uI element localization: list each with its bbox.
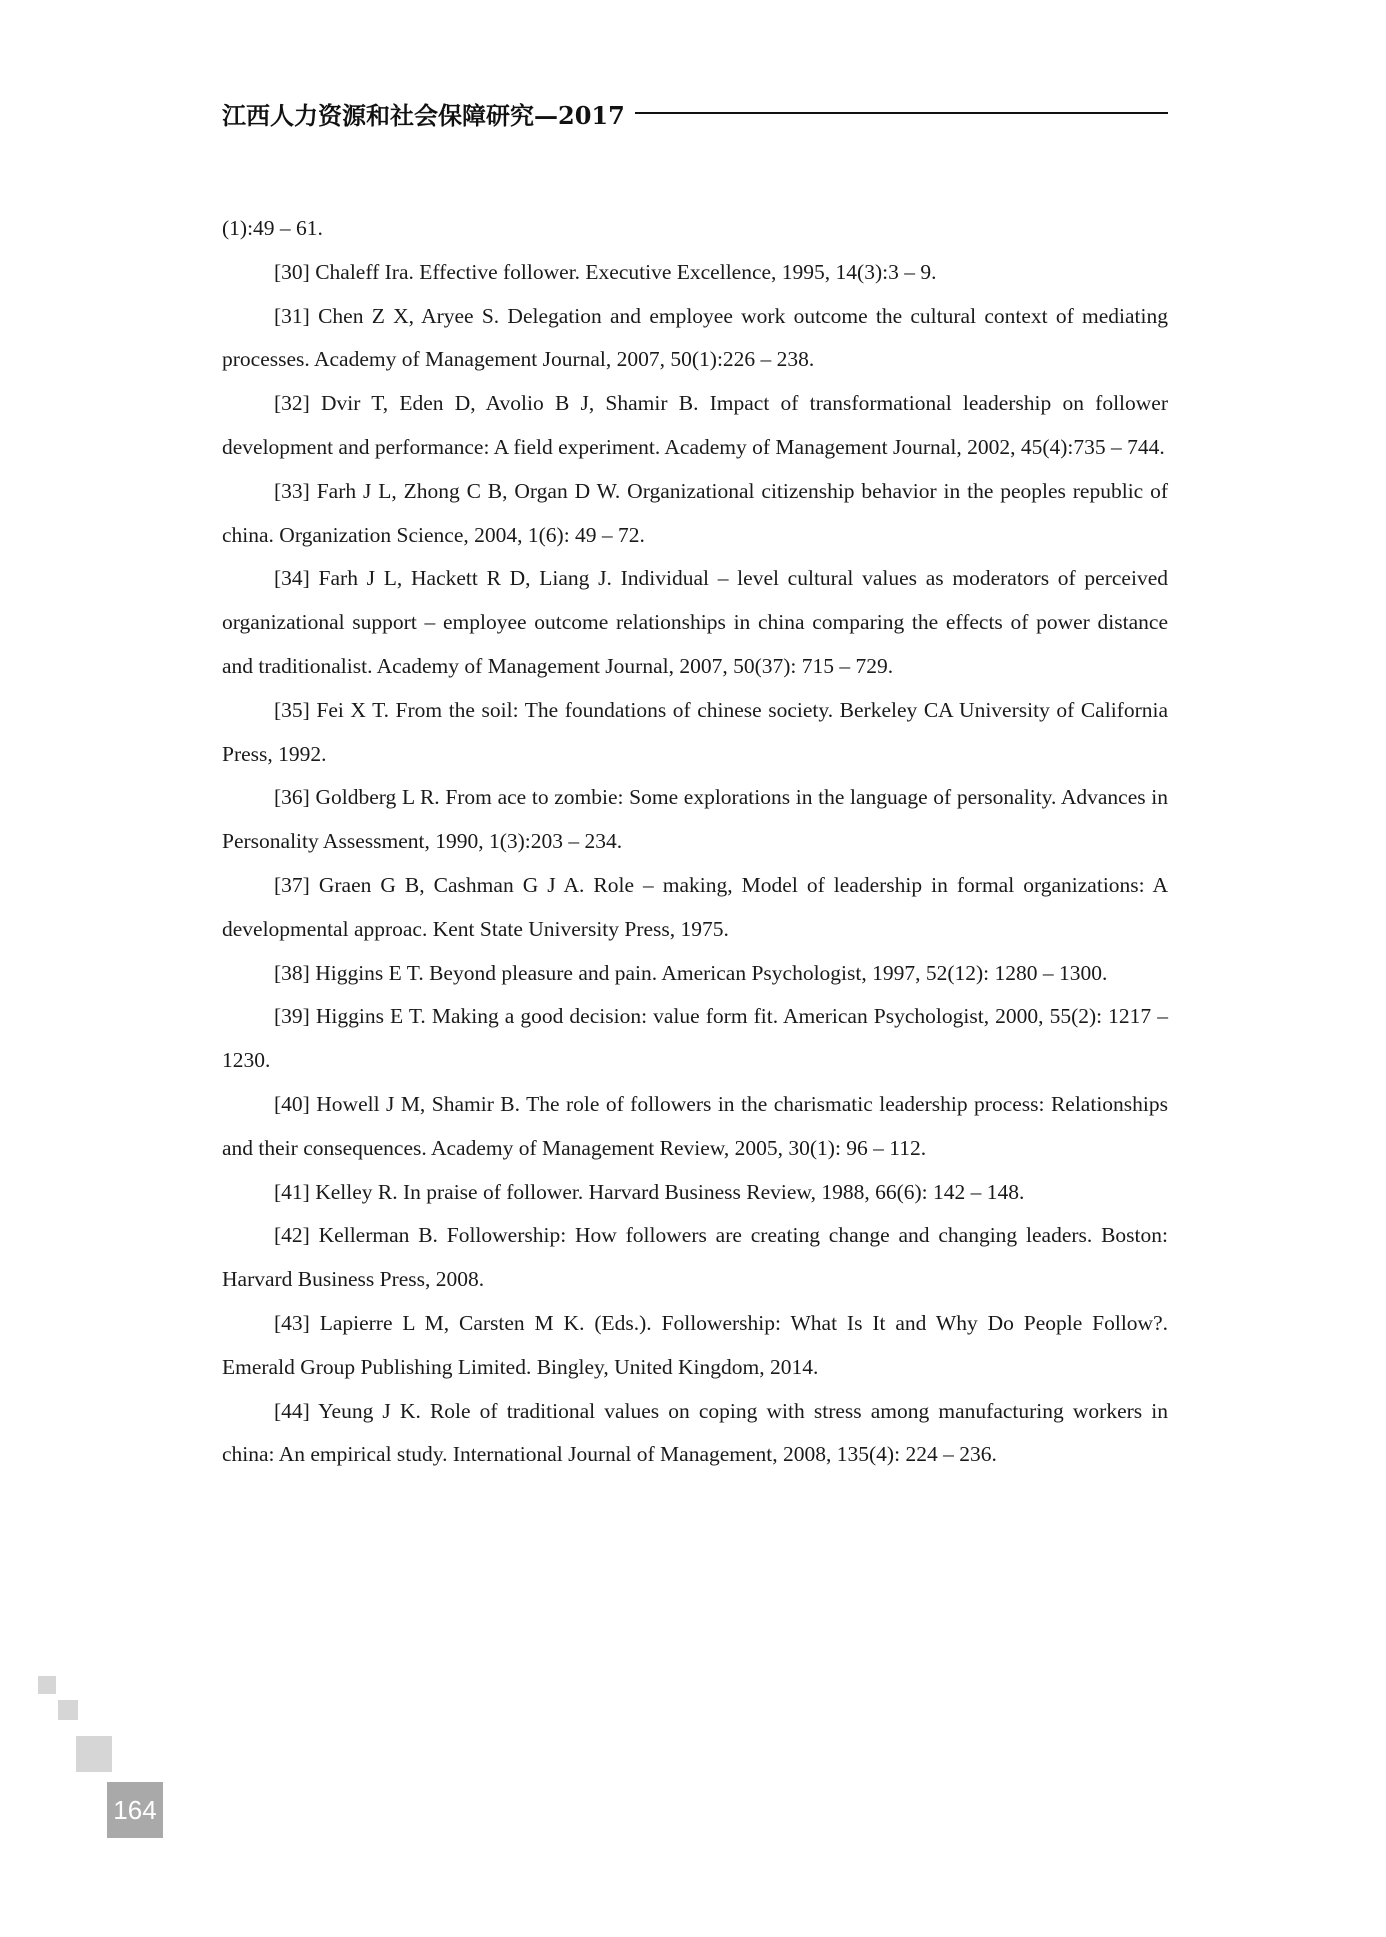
reference-list	[222, 207, 1168, 1477]
reference-entry: [37] Graen G B, Cashman G J A. Role – making, Model of leadership in formal organizations: A developmental approac. Kent State University Press, 1975.	[222, 872, 1168, 941]
reference-entry: [42] Kellerman B. Followership: How followers are creating change and changing leaders. Boston: Harvard Business Press, 2008.	[222, 1223, 1168, 1292]
reference-entry: [31] Chen Z X, Aryee S. Delegation and employee work outcome the cultural context of mediating processes. Academy of Management Journal, 2007, 50(1):226 – 238.	[222, 303, 1168, 372]
journal-title: 江西人力资源和社会保障研究—2017	[222, 100, 625, 130]
reference-entry: (1):49 – 61.	[222, 216, 323, 240]
reference-entry: [32] Dvir T, Eden D, Avolio B J, Shamir B. Impact of transformational leadership on follower development and performance: A field experiment. Academy of Management Journal, 2002, 45(4):735 – 744.	[222, 391, 1168, 459]
reference-entry: [44] Yeung J K. Role of traditional values on coping with stress among manufacturing workers in china: An empirical study. International Journal of Management, 2008, 135(4): 224 – 236.	[222, 1398, 1168, 1467]
reference-entry: [41] Kelley R. In praise of follower. Harvard Business Review, 1988, 66(6): 142 – 148.	[274, 1179, 1025, 1204]
reference-entry: [40] Howell J M, Shamir B. The role of followers in the charismatic leadership process: Relationships and their consequences. Academy of Management Review, 2005, 30(1): 96 – 112.	[222, 1091, 1168, 1160]
page-number: 164	[107, 1782, 163, 1838]
reference-entry: [43] Lapierre L M, Carsten M K. (Eds.). Followership: What Is It and Why Do People Follow?. Emerald Group Publishing Limited. Bingley, United Kingdom, 2014.	[222, 1310, 1168, 1379]
header-rule	[635, 112, 1168, 114]
decorative-square-1	[38, 1676, 56, 1694]
reference-entry: [35] Fei X T. From the soil: The foundations of chinese society. Berkeley CA University of California Press, 1992.	[222, 697, 1168, 766]
decorative-square-2	[58, 1700, 78, 1720]
reference-entry: [38] Higgins E T. Beyond pleasure and pain. American Psychologist, 1997, 52(12): 1280 – 1300.	[274, 960, 1108, 985]
reference-entry: [36] Goldberg L R. From ace to zombie: Some explorations in the language of personality. Advances in Personality Assessment, 1990, 1(3):203 – 234.	[222, 785, 1168, 854]
reference-entry: [34] Farh J L, Hackett R D, Liang J. Individual – level cultural values as moderators of perceived organizational support – employee outcome relationships in china comparing the effects of power distance and traditionalist. Academy of Management Journal, 2007, 50(37): 715 – 729.	[222, 566, 1168, 678]
reference-entry: [39] Higgins E T. Making a good decision: value form fit. American Psychologist, 2000, 55(2): 1217 – 1230.	[222, 1004, 1168, 1073]
decorative-square-3	[76, 1736, 112, 1772]
reference-entry: [30] Chaleff Ira. Effective follower. Executive Excellence, 1995, 14(3):3 – 9.	[274, 259, 937, 284]
reference-entry: [33] Farh J L, Zhong C B, Organ D W. Organizational citizenship behavior in the peoples republic of china. Organization Science, 2004, 1(6): 49 – 72.	[222, 478, 1168, 547]
running-header	[222, 94, 1168, 132]
